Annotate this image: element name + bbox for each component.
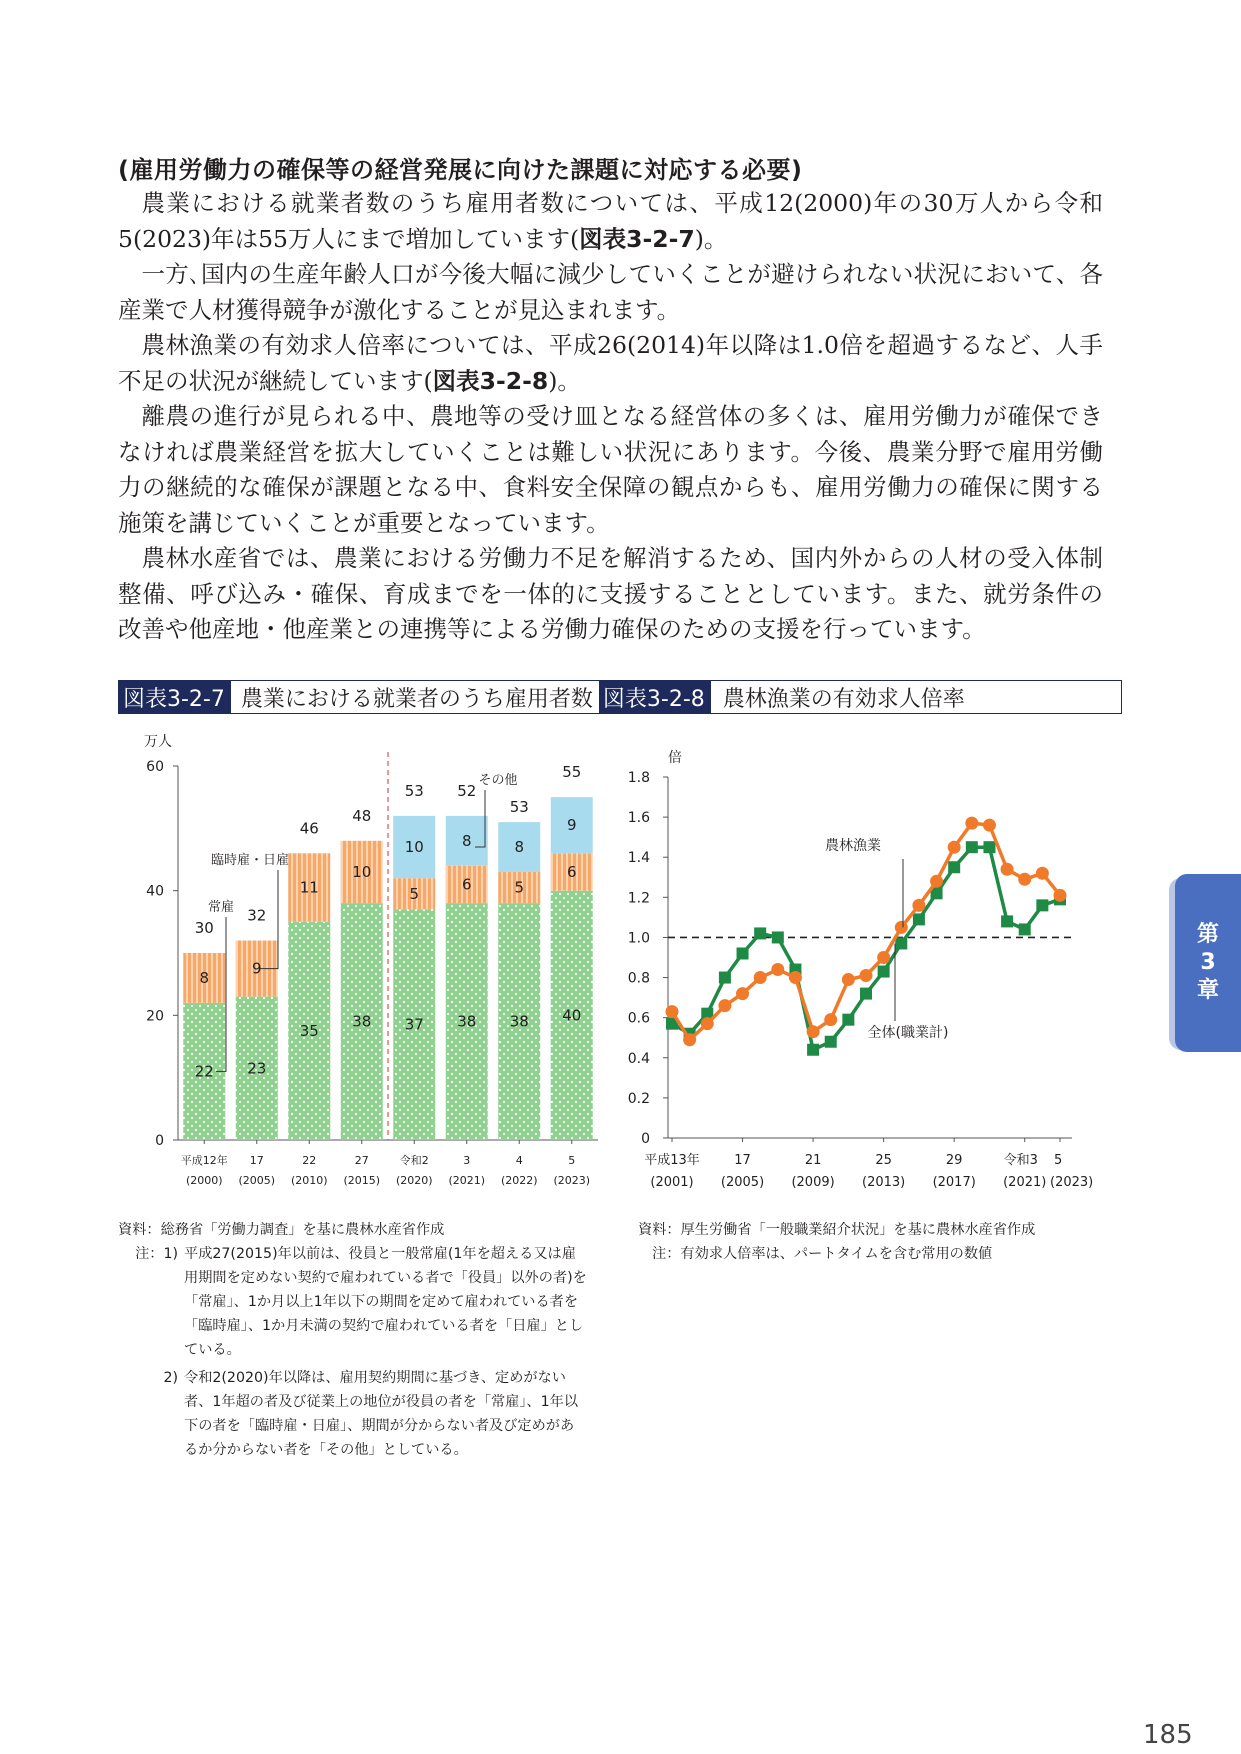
data-point-square [1036, 899, 1048, 911]
series-line [672, 847, 1060, 1050]
bar-value-label: 6 [566, 862, 577, 881]
paragraph-5 [118, 541, 1103, 648]
note-text-2: 令和2(2020)年以降は、雇用契約期間に基づき、定めがない者、1年超の者及び従業上の地位が役員の者を「常雇」、1年以下の者を「臨時雇・日雇」、期間が分からない者及び定めがあるか分からない者を「その他」としている。 [184, 1370, 579, 1458]
data-point-circle [1018, 873, 1031, 886]
data-point-circle [860, 969, 873, 982]
fig2-number: 図表3-2-8 [599, 681, 711, 713]
bar-value-label: 10 [404, 838, 424, 857]
x-tick-label: 平成12年 [180, 1154, 228, 1167]
source-left: 資料：総務省「労働力調査」を基に農林水産省作成 [118, 1222, 445, 1238]
paragraph-text: 一方､国内の生産年齢人口が今後大幅に減少していくことが避けられない状況において、各産業で人材獲得競争が激化することが見込まれます。 [118, 260, 1103, 324]
bar-value-label: 9 [251, 959, 262, 978]
data-point-circle [718, 999, 731, 1012]
y-tick-label: 60 [146, 759, 164, 775]
bar-total-label: 53 [404, 781, 424, 800]
data-point-circle [930, 875, 943, 888]
data-point-circle [1054, 889, 1067, 902]
chapter-tab-char-2: 3 [1200, 950, 1216, 975]
data-point-square [983, 841, 995, 853]
bar-value-label: 38 [352, 1012, 372, 1031]
x-tick-label: 令和2 [399, 1154, 429, 1167]
label-rinji: 臨時雇・日雇 [210, 853, 290, 868]
fig2-title: 農林漁業の有効求人倍率 [722, 686, 965, 712]
bar-value-label: 38 [509, 1012, 529, 1031]
x-tick-label: 29 [945, 1153, 963, 1168]
notes-left [118, 1218, 588, 1462]
x-tick-label: 3 [463, 1154, 471, 1167]
data-point-square [966, 841, 978, 853]
data-point-square [754, 927, 766, 939]
bar-value-label: 5 [514, 878, 525, 897]
x-tick-year: (2010) [290, 1174, 328, 1187]
bar-total-label: 30 [194, 919, 214, 937]
y-tick-label: 0.4 [627, 1050, 650, 1067]
y-axis-unit: 倍 [668, 750, 682, 766]
y-tick-label: 0 [641, 1131, 650, 1147]
job-offer-ratio-line-chart [620, 745, 1095, 1205]
notes-right [638, 1218, 1098, 1266]
data-point-square [1001, 915, 1013, 927]
x-tick-label: 17 [249, 1154, 264, 1167]
chapter-tab-char-1: 第 [1196, 922, 1219, 947]
x-tick-label: 平成13年 [644, 1153, 700, 1168]
data-point-square [1019, 923, 1031, 935]
bar-value-label: 8 [514, 838, 525, 857]
data-point-circle [683, 1033, 696, 1046]
y-tick-label: 1.2 [627, 890, 650, 907]
x-tick-label: 5 [1054, 1153, 1063, 1168]
x-tick-year: (2009) [791, 1175, 835, 1190]
data-point-circle [1001, 863, 1014, 876]
y-axis-unit: 万人 [144, 734, 172, 750]
page-number: 185 [1143, 1720, 1193, 1750]
note-text-1: 平成27(2015)年以前は、役員と一般常雇(1年を超える又は雇用期間を定めない契約で雇われている者で「役員」以外の者)を「常雇」、1か月以上1年以下の期間を定めて雇われている者を「臨時雇」、1か月未満の契約で雇われている者を「日雇」としている。 [184, 1246, 587, 1358]
chapter-tab-char-3: 章 [1196, 978, 1219, 1003]
label-norin: 農林漁業 [825, 838, 881, 854]
section-heading: (雇用労働力の確保等の経営発展に向けた課題に対応する必要) [118, 156, 803, 184]
paragraph-text: 農林水産省では、農業における労働力不足を解消するため、国内外からの人材の受入体制整備、呼び込み・確保、育成までを一体的に支援することとしています。また、就労条件の改善や他産地・他産業との連携等による労働力確保のための支援を行っています。 [118, 544, 1103, 643]
data-point-square [895, 937, 907, 949]
y-tick-label: 1.8 [627, 770, 650, 786]
data-point-circle [736, 987, 749, 1000]
bar-value-label: 10 [352, 862, 372, 881]
bar-total-label: 48 [352, 806, 372, 825]
data-point-square [842, 1014, 854, 1026]
y-tick-label: 0.8 [627, 970, 650, 987]
bar-value-label: 5 [409, 884, 420, 903]
fig1-title: 農業における就業者のうち雇用者数 [240, 686, 593, 712]
data-point-circle [965, 817, 978, 830]
note-right: 注：有効求人倍率は、パートタイムを含む常用の数値 [652, 1246, 993, 1262]
x-tick-year: (2005) [720, 1175, 765, 1190]
y-tick-label: 1.0 [627, 930, 650, 947]
x-tick-label: 令和3 [1003, 1153, 1038, 1168]
data-point-circle [1036, 867, 1049, 880]
data-point-circle [842, 973, 855, 986]
bar-value-label: 9 [566, 816, 577, 835]
bar-value-label: 8 [461, 831, 472, 850]
note-item-2 [118, 1366, 588, 1462]
y-tick-label: 0.6 [627, 1010, 650, 1027]
note-label-1: 注：1) [135, 1246, 178, 1262]
figure-header [118, 680, 1122, 714]
x-tick-year: (2001) [650, 1175, 694, 1190]
data-point-circle [789, 971, 802, 984]
bar-value-label: 37 [404, 1015, 424, 1034]
y-tick-label: 40 [146, 883, 164, 900]
data-point-square [948, 861, 960, 873]
x-tick-year: (2023) [1050, 1175, 1094, 1190]
x-tick-year: (2005) [238, 1174, 276, 1187]
x-tick-year: (2021) [448, 1174, 486, 1187]
paragraph-2 [118, 257, 1103, 328]
chapter-tab [1175, 874, 1241, 1052]
note-item-1 [118, 1242, 588, 1362]
x-tick-year: (2022) [500, 1174, 538, 1187]
label-sonota: その他 [478, 773, 518, 788]
x-tick-label: 27 [354, 1154, 369, 1167]
data-point-circle [948, 841, 961, 854]
figure-reference: 図表3-2-8 [432, 366, 549, 395]
bar-value-label: 23 [247, 1059, 267, 1078]
x-tick-label: 17 [734, 1153, 751, 1168]
bar-total-label: 53 [509, 798, 529, 817]
x-tick-label: 25 [875, 1153, 892, 1168]
employee-count-bar-chart [118, 724, 608, 1204]
data-point-square [737, 947, 749, 959]
data-point-circle [701, 1017, 714, 1030]
x-tick-label: 5 [568, 1154, 576, 1167]
data-point-circle [983, 819, 996, 832]
data-point-square [825, 1036, 837, 1048]
x-tick-label: 21 [804, 1153, 822, 1168]
bar-total-label: 55 [562, 763, 582, 782]
bar-value-label: 8 [199, 968, 210, 987]
data-point-square [860, 988, 872, 1000]
paragraph-text: )。 [548, 366, 581, 395]
paragraph-text: )。 [694, 224, 728, 253]
bar-total-label: 46 [299, 819, 319, 838]
data-point-square [772, 931, 784, 943]
data-point-circle [666, 1005, 679, 1018]
paragraph-text: 農林漁業の有効求人倍率については、平成26(2014)年以降は1.0倍を超過するなど、人手不足の状況が継続しています( [118, 331, 1103, 395]
note-label-2: 2) [163, 1370, 178, 1386]
x-tick-year: (2000) [185, 1174, 223, 1187]
y-tick-label: 0.2 [627, 1090, 650, 1107]
source-right: 資料：厚生労働省「一般職業紹介状況」を基に農林水産省作成 [638, 1222, 1036, 1238]
bar-value-label: 40 [562, 1006, 582, 1025]
y-tick-label: 1.4 [627, 850, 650, 867]
bar-value-label: 22 [194, 1062, 214, 1081]
figure-reference: 図表3-2-7 [579, 224, 695, 253]
x-tick-year: (2017) [932, 1175, 976, 1190]
body-text [118, 186, 1103, 648]
x-tick-label: 4 [515, 1154, 523, 1167]
y-tick-label: 0 [155, 1133, 164, 1149]
data-point-circle [771, 963, 784, 976]
data-point-circle [912, 899, 925, 912]
paragraph-text: 農業における就業者数のうち雇用者数については、平成12(2000)年の30万人から令和5(2023)年は55万人にまで増加しています( [118, 189, 1103, 253]
x-tick-year: (2021) [1003, 1175, 1047, 1190]
bar-total-label: 52 [457, 781, 477, 800]
x-tick-year: (2023) [553, 1174, 591, 1187]
y-tick-label: 20 [146, 1008, 164, 1025]
bar-value-label: 35 [299, 1021, 319, 1040]
paragraph-3 [118, 328, 1103, 399]
bar-value-label: 38 [457, 1012, 477, 1031]
label-zentai: 全体(職業計) [867, 1025, 949, 1041]
y-tick-label: 1.6 [627, 810, 650, 827]
data-point-circle [895, 921, 908, 934]
data-point-circle [754, 971, 767, 984]
data-point-circle [877, 951, 890, 964]
data-point-circle [824, 1013, 837, 1026]
x-tick-year: (2020) [395, 1174, 433, 1187]
data-point-square [913, 913, 925, 925]
paragraph-4 [118, 399, 1103, 541]
bar-value-label: 6 [461, 875, 472, 894]
bar-value-label: 11 [299, 878, 319, 897]
x-tick-year: (2013) [862, 1175, 906, 1190]
label-jouyatoi: 常雇 [207, 900, 235, 915]
data-point-square [719, 972, 731, 984]
data-point-square [878, 966, 890, 978]
data-point-circle [807, 1025, 820, 1038]
x-tick-label: 22 [302, 1154, 317, 1167]
data-point-square [807, 1044, 819, 1056]
x-tick-year: (2015) [343, 1174, 381, 1187]
bar-total-label: 32 [247, 906, 267, 925]
paragraph-1 [118, 186, 1103, 257]
paragraph-text: 離農の進行が見られる中、農地等の受け皿となる経営体の多くは、雇用労働力が確保できなければ農業経営を拡大していくことは難しい状況にあります。今後、農業分野で雇用労働力の継続的な確保が課題となる中、食料安全保障の観点からも、雇用労働力の確保に関する施策を講じていくことが重要となっています。 [118, 402, 1103, 537]
fig1-number: 図表3-2-7 [119, 681, 231, 713]
